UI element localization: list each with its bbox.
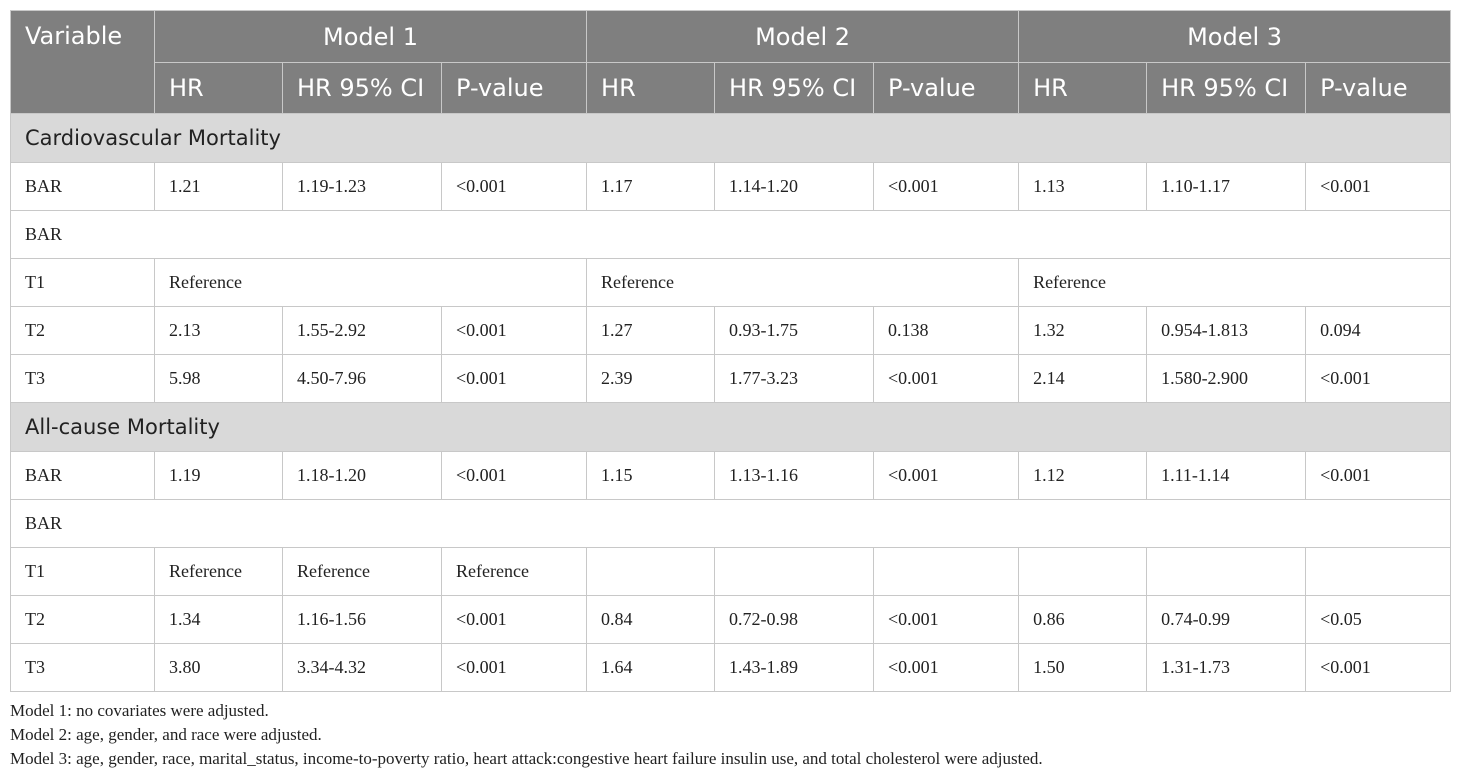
footnote-model-1: Model 1: no covariates were adjusted.: [10, 701, 269, 720]
table-cell: 1.27: [587, 307, 715, 355]
table-cell: Reference: [155, 548, 283, 596]
table-cell: 3.34-4.32: [283, 644, 442, 692]
table-cell: 1.16-1.56: [283, 596, 442, 644]
row-label: BAR: [11, 163, 155, 211]
row-label: T2: [11, 307, 155, 355]
table-cell: 2.39: [587, 355, 715, 403]
header-hr: HR: [155, 63, 283, 114]
header-hr-ci: HR 95% CI: [715, 63, 874, 114]
row-label: T3: [11, 355, 155, 403]
table-cell: 0.93-1.75: [715, 307, 874, 355]
table-cell: 1.13-1.16: [715, 452, 874, 500]
table-cell: <0.001: [874, 452, 1019, 500]
table-cell: 0.72-0.98: [715, 596, 874, 644]
table-cell: 1.12: [1019, 452, 1147, 500]
table-cell: 1.10-1.17: [1147, 163, 1306, 211]
table-cell: 1.19: [155, 452, 283, 500]
table-cell: [587, 548, 715, 596]
results-table: [10, 10, 1451, 692]
row-label: BAR: [11, 211, 1451, 259]
section-title: All-cause Mortality: [11, 403, 1451, 452]
table-cell: 2.14: [1019, 355, 1147, 403]
table-row: [11, 355, 1451, 403]
table-cell: 0.84: [587, 596, 715, 644]
table-cell: 3.80: [155, 644, 283, 692]
table-cell: 0.138: [874, 307, 1019, 355]
table-row: [11, 596, 1451, 644]
table-cell: <0.05: [1306, 596, 1451, 644]
row-label: T2: [11, 596, 155, 644]
table-cell: Reference: [442, 548, 587, 596]
table-cell: 1.11-1.14: [1147, 452, 1306, 500]
section-row: [11, 114, 1451, 163]
header-model-3: Model 3: [1019, 11, 1451, 63]
table-cell: 2.13: [155, 307, 283, 355]
row-label: T1: [11, 548, 155, 596]
table-cell: <0.001: [1306, 355, 1451, 403]
row-label: T3: [11, 644, 155, 692]
header-hr-ci: HR 95% CI: [1147, 63, 1306, 114]
table-cell: 1.77-3.23: [715, 355, 874, 403]
table-cell: 1.580-2.900: [1147, 355, 1306, 403]
table-row: [11, 211, 1451, 259]
table-cell: 1.18-1.20: [283, 452, 442, 500]
table-cell: 1.34: [155, 596, 283, 644]
section-row: [11, 403, 1451, 452]
table-cell: <0.001: [874, 644, 1019, 692]
table-cell: 0.954-1.813: [1147, 307, 1306, 355]
row-label: BAR: [11, 452, 155, 500]
table-wrapper: [10, 10, 1450, 771]
table-cell: 4.50-7.96: [283, 355, 442, 403]
reference-cell: Reference: [155, 259, 587, 307]
table-cell: <0.001: [442, 644, 587, 692]
table-cell: <0.001: [442, 452, 587, 500]
header-row-models: [11, 11, 1451, 63]
table-cell: 1.19-1.23: [283, 163, 442, 211]
reference-cell: Reference: [587, 259, 1019, 307]
table-cell: 0.86: [1019, 596, 1147, 644]
table-cell: 1.50: [1019, 644, 1147, 692]
table-row: [11, 259, 1451, 307]
table-row: [11, 307, 1451, 355]
header-hr-ci: HR 95% CI: [283, 63, 442, 114]
table-cell: Reference: [283, 548, 442, 596]
header-variable: Variable: [11, 11, 155, 114]
reference-cell: Reference: [1019, 259, 1451, 307]
header-model-1: Model 1: [155, 11, 587, 63]
footnote-model-3: Model 3: age, gender, race, marital_status, income-to-poverty ratio, heart attack:congestive heart failure insulin use, and total cholesterol were adjusted.: [10, 749, 1043, 768]
section-title: Cardiovascular Mortality: [11, 114, 1451, 163]
footnotes: [10, 699, 1450, 771]
table-cell: <0.001: [1306, 644, 1451, 692]
table-row: [11, 452, 1451, 500]
table-cell: [874, 548, 1019, 596]
table-header: [11, 11, 1451, 114]
table-cell: <0.001: [874, 163, 1019, 211]
header-p-value: P-value: [1306, 63, 1451, 114]
table-cell: <0.001: [442, 355, 587, 403]
table-cell: [1147, 548, 1306, 596]
table-cell: 0.094: [1306, 307, 1451, 355]
row-label: BAR: [11, 500, 1451, 548]
table-cell: 5.98: [155, 355, 283, 403]
table-cell: <0.001: [442, 163, 587, 211]
header-p-value: P-value: [874, 63, 1019, 114]
table-cell: 1.17: [587, 163, 715, 211]
table-row: [11, 548, 1451, 596]
table-row: [11, 163, 1451, 211]
header-hr: HR: [587, 63, 715, 114]
table-cell: 0.74-0.99: [1147, 596, 1306, 644]
table-cell: <0.001: [1306, 452, 1451, 500]
table-cell: 1.14-1.20: [715, 163, 874, 211]
table-body: [11, 114, 1451, 692]
table-cell: 1.15: [587, 452, 715, 500]
table-cell: 1.13: [1019, 163, 1147, 211]
table-cell: [1019, 548, 1147, 596]
table-cell: [715, 548, 874, 596]
table-row: [11, 644, 1451, 692]
header-p-value: P-value: [442, 63, 587, 114]
footnote-model-2: Model 2: age, gender, and race were adjusted.: [10, 725, 322, 744]
table-cell: 1.64: [587, 644, 715, 692]
table-cell: [1306, 548, 1451, 596]
table-cell: <0.001: [874, 596, 1019, 644]
header-model-2: Model 2: [587, 11, 1019, 63]
row-label: T1: [11, 259, 155, 307]
table-cell: <0.001: [442, 307, 587, 355]
table-cell: 1.55-2.92: [283, 307, 442, 355]
table-cell: <0.001: [1306, 163, 1451, 211]
table-row: [11, 500, 1451, 548]
table-cell: 1.43-1.89: [715, 644, 874, 692]
table-cell: 1.32: [1019, 307, 1147, 355]
header-hr: HR: [1019, 63, 1147, 114]
table-cell: <0.001: [442, 596, 587, 644]
header-row-subcolumns: [11, 63, 1451, 114]
table-cell: 1.31-1.73: [1147, 644, 1306, 692]
table-cell: 1.21: [155, 163, 283, 211]
table-cell: <0.001: [874, 355, 1019, 403]
